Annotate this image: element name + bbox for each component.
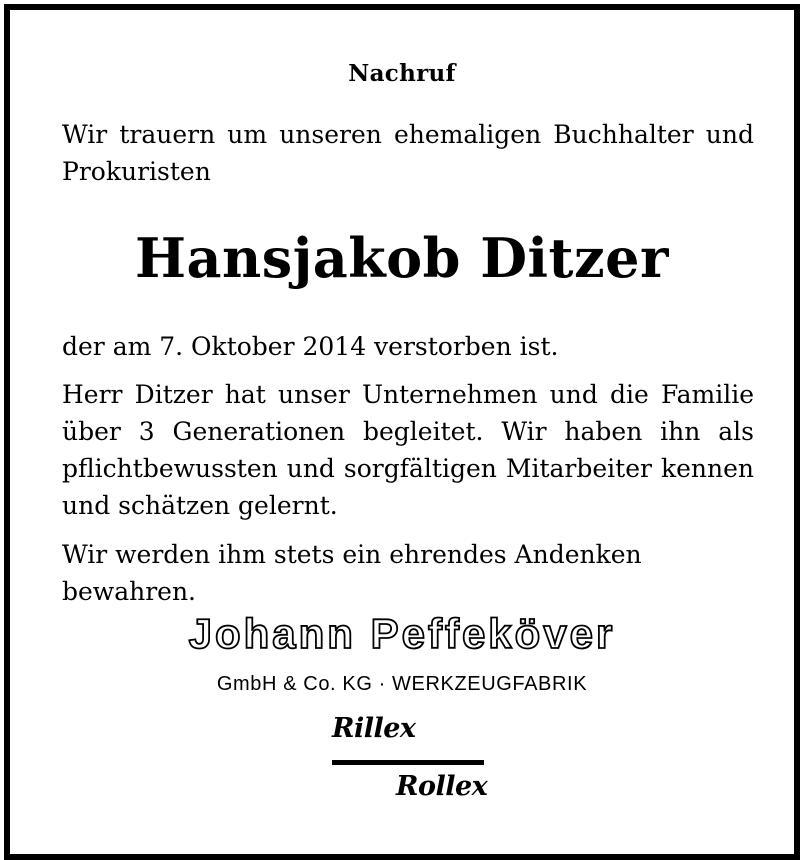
notice-heading: Nachruf (348, 60, 456, 87)
obituary-frame (4, 4, 800, 860)
closing-text: Wir werden ihm stets ein ehrendes Andenken bewahren. (62, 540, 642, 606)
brand-rollex-logo: Rollex (396, 771, 488, 802)
tribute-text: Herr Ditzer hat unser Unternehmen und die Familie über 3 Generationen begleitet. Wir haben ihn als pflichtbewussten und sorgfältigen Mitarbeiter kennen und schätzen gelernt. (62, 380, 754, 520)
deceased-name: Hansjakob Ditzer (135, 226, 669, 290)
death-date-text: der am 7. Oktober 2014 verstorben ist. (62, 332, 559, 361)
brand-rillex-logo: Rillex (332, 713, 416, 744)
company-name-logo: Johann Peffeköver (188, 610, 616, 657)
brand-divider (332, 760, 484, 765)
company-subline: GmbH & Co. KG · WERKZEUGFABRIK (216, 673, 588, 695)
intro-text: Wir trauern um unseren ehemaligen Buchhalter und Prokuristen (62, 120, 754, 186)
